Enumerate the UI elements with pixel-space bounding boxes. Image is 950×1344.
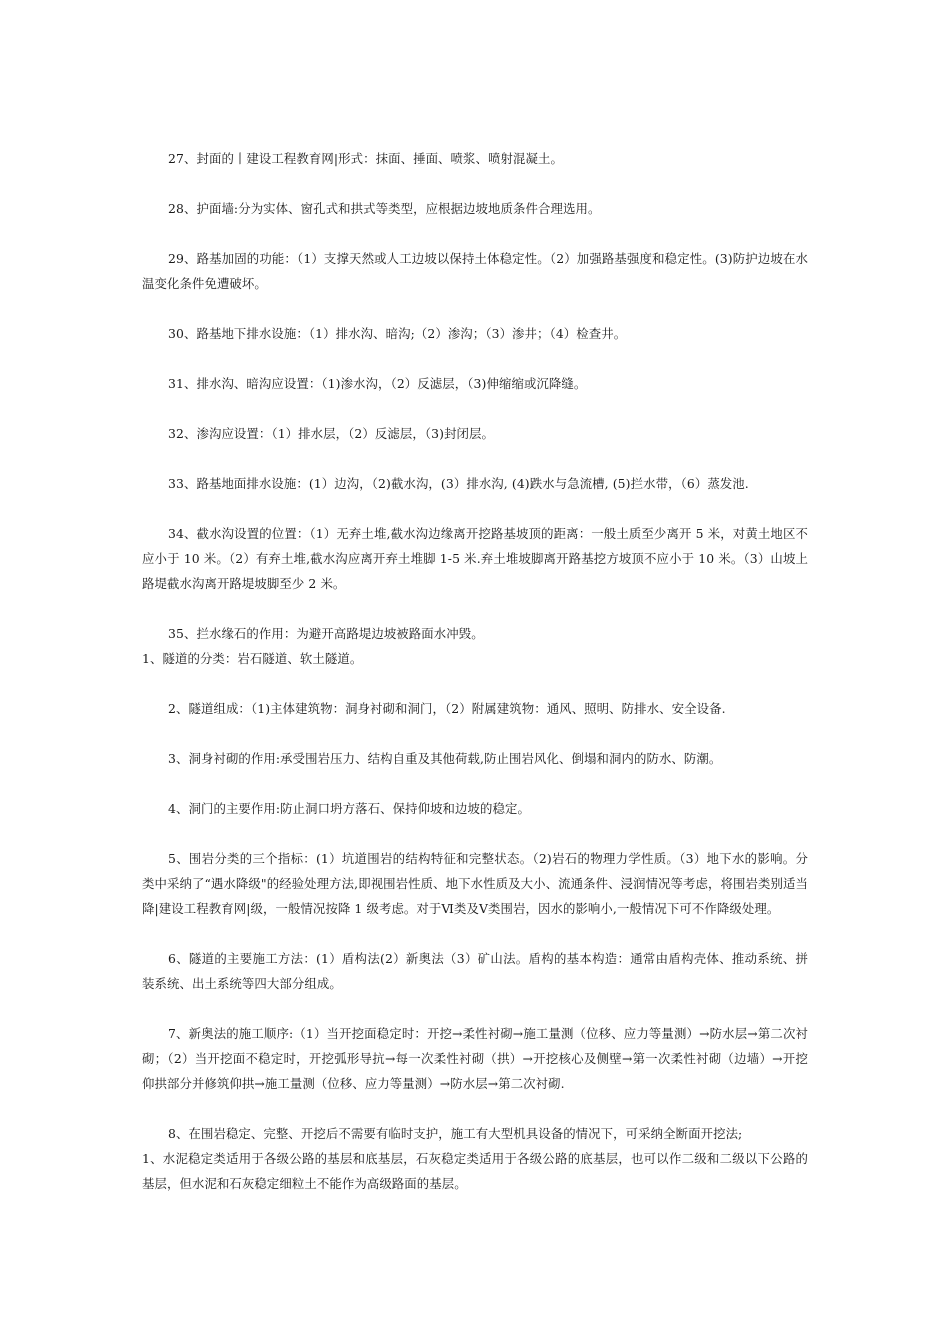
paragraph-34: 34、截水沟设置的位置：（1）无弃土堆,截水沟边缘离开挖路基坡顶的距离：一般土质至少离开 5 米，对黄土地区不应小于 10 米。（2）有弃土堆,截水沟应离开弃土堆脚 1-5 米.弃土堆坡脚离开路基挖方坡顶不应小于 10 米。（3）山坡上路堤截水沟离开路堤坡脚至少 2 米。 <box>142 526 808 591</box>
paragraph-31: 31、排水沟、暗沟应设置：（1)渗水沟，（2）反滤层，（3)伸缩缩或沉降缝。 <box>168 376 587 391</box>
paragraph-tunnel-8: 8、在围岩稳定、完整、开挖后不需要有临时支护，施工有大型机具设备的情况下，可采纳全断面开挖法; <box>168 1126 743 1141</box>
paragraph-tunnel-1: 1、隧道的分类：岩石隧道、软土隧道。 <box>142 651 363 666</box>
paragraph-27: 27、封面的丨建设工程教育网|形式：抹面、捶面、喷浆、喷射混凝土。 <box>168 151 563 166</box>
paragraph-32: 32、渗沟应设置：（1）排水层，（2）反滤层，（3)封闭层。 <box>168 426 495 441</box>
paragraph-tunnel-2: 2、隧道组成：（1)主体建筑物：洞身衬砌和洞门，（2）附属建筑物：通风、照明、防排水、安全设备. <box>168 701 726 716</box>
paragraph-29: 29、路基加固的功能：（1）支撑天然或人工边坡以保持土体稳定性。（2）加强路基强度和稳定性。(3)防护边坡在水温变化条件免遭破坏。 <box>142 251 808 291</box>
paragraph-tunnel-3: 3、洞身衬砌的作用:承受围岩压力、结构自重及其他荷载,防止围岩风化、倒塌和洞内的防水、防潮。 <box>168 751 722 766</box>
paragraph-30: 30、路基地下排水设施：（1）排水沟、暗沟;（2）渗沟；（3）渗井；（4）检查井。 <box>168 326 627 341</box>
paragraph-tunnel-5: 5、围岩分类的三个指标：(1）坑道围岩的结构特征和完整状态。（2)岩石的物理力学性质。（3）地下水的影响。分类中采纳了“遇水降级"的经验处理方法,即视围岩性质、地下水性质及大小、流通条件、浸润情况等考虑，将围岩类别适当降|建设工程教育网|级，一般情况按降 1 级考虑。对于Ⅵ类及Ⅴ类围岩，因水的影响小,一般情况下可不作降级处理。 <box>142 851 808 916</box>
paragraph-35: 35、拦水缘石的作用：为避开高路堤边坡被路面水冲毁。 <box>168 626 484 641</box>
paragraph-tunnel-6: 6、隧道的主要施工方法：(1）盾构法(2）新奥法（3）矿山法。盾构的基本构造：通常由盾构壳体、推动系统、拼装系统、出土系统等四大部分组成。 <box>142 951 808 991</box>
paragraph-28: 28、护面墙:分为实体、窗孔式和拱式等类型，应根据边坡地质条件合理选用。 <box>168 201 601 216</box>
paragraph-33: 33、路基地面排水设施：(1）边沟，（2)截水沟，(3）排水沟, (4)跌水与急流槽, (5)拦水带，（6）蒸发池. <box>168 476 749 491</box>
paragraph-tunnel-7: 7、新奥法的施工顺序:（1）当开挖面稳定时：开挖→柔性衬砌→施工量测（位移、应力等量测）→防水层→第二次衬砌；（2）当开挖面不稳定时，开挖弧形导抗→每一次柔性衬砌（拱）→开挖核心及侧壁→第一次柔性衬砌（边墙）→开挖仰拱部分并修筑仰拱→施工量测（位移、应力等量测）→防水层→第二次衬砌. <box>142 1026 808 1091</box>
document-page <box>142 146 808 1196</box>
paragraph-tunnel-4: 4、洞门的主要作用:防止洞口坍方落石、保持仰坡和边坡的稳定。 <box>168 801 530 816</box>
paragraph-base-1: 1、水泥稳定类适用于各级公路的基层和底基层，石灰稳定类适用于各级公路的底基层，也可以作二级和二级以下公路的基层，但水泥和石灰稳定细粒土不能作为高级路面的基层。 <box>142 1151 808 1191</box>
